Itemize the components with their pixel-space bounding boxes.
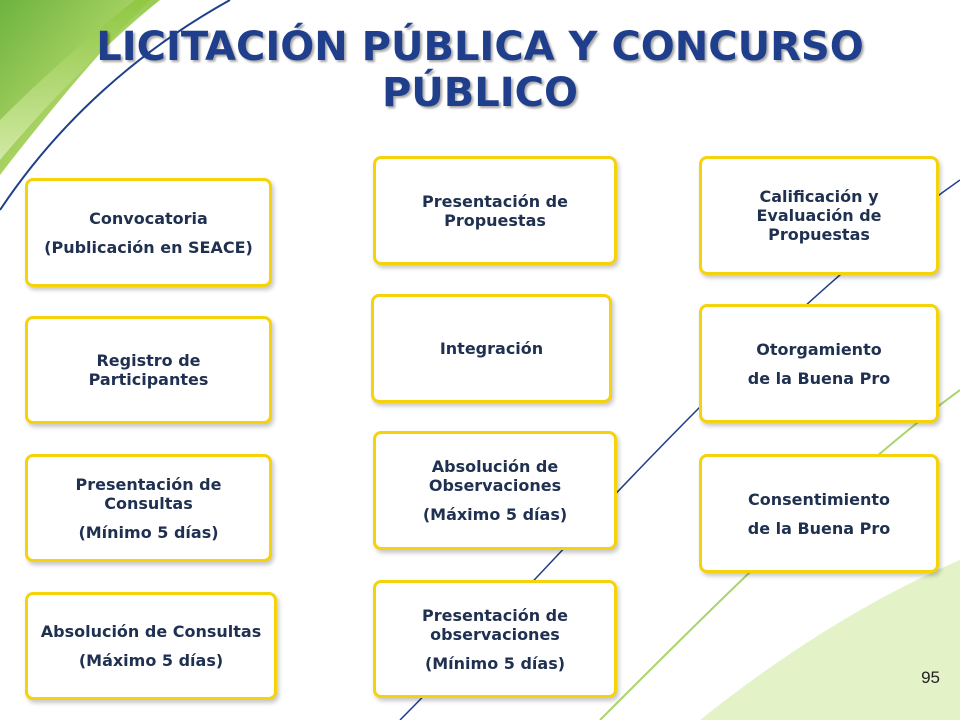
- step-label: Integración: [439, 339, 544, 358]
- step-label: Absolución de Observaciones: [428, 457, 562, 495]
- step-absolucion-consultas: [25, 592, 277, 700]
- step-presentacion-consultas: [25, 454, 272, 562]
- step-sublabel: de la Buena Pro: [747, 368, 891, 388]
- page-number: 95: [921, 668, 940, 687]
- step-sublabel: (Mínimo 5 días): [424, 653, 566, 673]
- step-sublabel: (Publicación en SEACE): [44, 237, 253, 257]
- step-sublabel: (Mínimo 5 días): [78, 522, 219, 542]
- step-presentacion-propuestas: [373, 156, 617, 265]
- step-label: Presentación de observaciones: [422, 605, 568, 644]
- step-integracion: [371, 294, 612, 403]
- page-title: [60, 24, 900, 116]
- step-sublabel: de la Buena Pro: [747, 518, 891, 538]
- step-consentimiento-buena-pro: [699, 454, 939, 573]
- step-otorgamiento-buena-pro: [699, 304, 939, 423]
- step-label: Presentación de Propuestas: [422, 191, 568, 230]
- step-label: Calificación y Evaluación de Propuestas: [756, 187, 882, 244]
- step-presentacion-observaciones: [373, 580, 617, 698]
- step-label: Presentación de Consultas: [75, 474, 222, 513]
- step-registro-participantes: [25, 316, 272, 424]
- step-sublabel: (Máximo 5 días): [78, 651, 224, 670]
- step-label: Absolución de Consultas: [40, 622, 262, 641]
- step-sublabel: (Máximo 5 días): [422, 505, 568, 524]
- step-label: Convocatoria: [89, 208, 208, 228]
- step-absolucion-observaciones: [373, 431, 617, 550]
- step-label: Otorgamiento: [756, 339, 882, 359]
- step-convocatoria: [25, 178, 272, 287]
- step-label: Registro de Participantes: [88, 351, 209, 389]
- page-title-line-2: PÚBLICO: [381, 70, 578, 116]
- step-calificacion-evaluacion: [699, 156, 939, 275]
- page-title-line-1: LICITACIÓN PÚBLICA Y CONCURSO: [96, 24, 864, 70]
- step-label: Consentimiento: [747, 489, 891, 509]
